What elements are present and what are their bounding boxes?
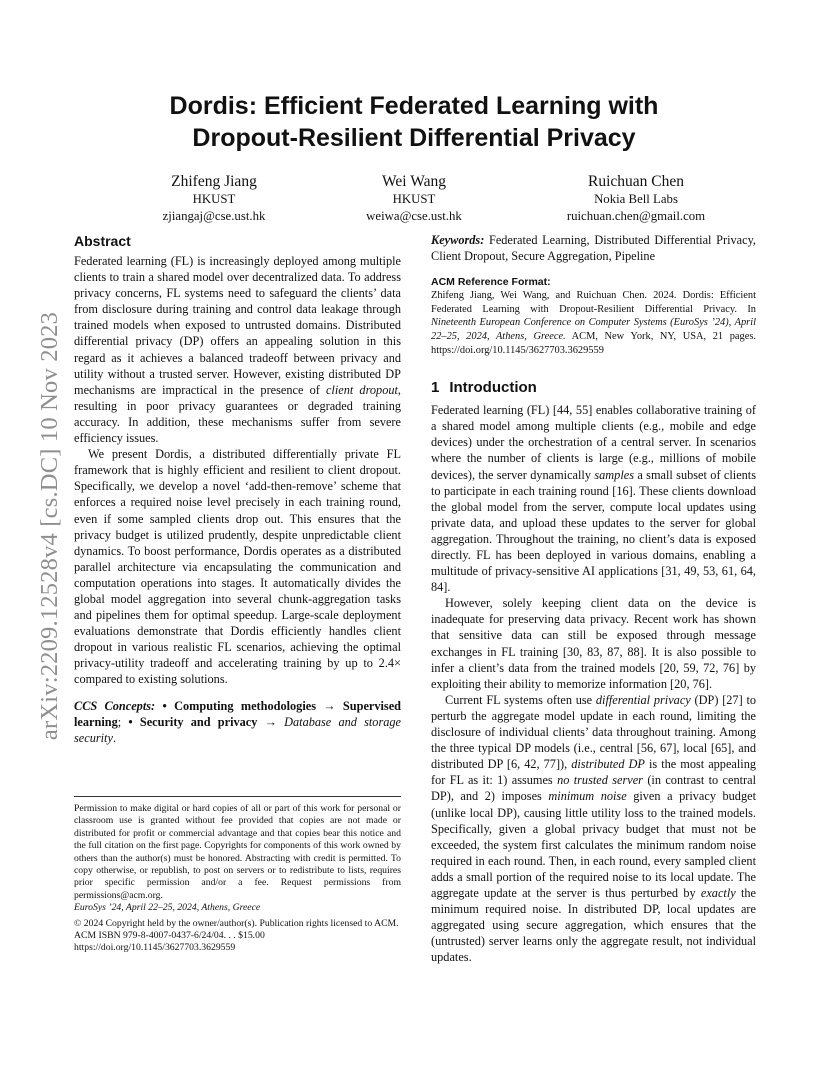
acm-reference-part[interactable]: ACM, New York, NY, USA, 21 pages. https://doi.org/10.1145/3627703.3629559: [431, 330, 756, 356]
intro-paragraph-3: [431, 692, 756, 966]
author-2: [299, 172, 529, 225]
introduction-section: [431, 379, 756, 965]
intro-emphasis: distributed DP: [571, 757, 645, 772]
doi-link[interactable]: https://doi.org/10.1145/3627703.3629559: [74, 942, 236, 954]
introduction-heading: [431, 379, 756, 397]
author-affiliation: HKUST: [192, 192, 236, 206]
right-column: [431, 232, 756, 965]
left-column: [74, 232, 401, 746]
intro-text: Current FL systems often use: [445, 692, 596, 707]
acm-reference-text: [431, 289, 756, 357]
intro-text: the minimum required noise. In distributed DP, local updates are aggregated using secure aggregation, which ensures that the (untrusted) server learns only the aggregate result, not individual updates.: [431, 885, 756, 965]
keywords-label: Keywords:: [431, 233, 485, 247]
acm-reference-heading: ACM Reference Format:: [431, 276, 551, 289]
ccs-concepts: [74, 698, 401, 746]
permission-footnote: [74, 796, 401, 955]
intro-text: Federated learning (FL) [44, 55] enables collaborative training of a shared model among multiple clients (e.g., mobile and edge devices) under the orchestration of a central server. In scenarios where the number of clients is large (e.g., millions of mobile devices), the server dynamically: [431, 403, 756, 482]
keywords-text: Federated Learning, Distributed Differential Privacy, Client Dropout, Secure Aggregation, Pipeline: [431, 233, 756, 264]
ccs-label: CCS Concepts:: [74, 698, 156, 713]
intro-emphasis: differential privacy: [595, 692, 691, 707]
author-name: Wei Wang: [382, 173, 446, 190]
isbn-line: ACM ISBN 979-8-4007-0437-6/24/04. . . $15.00: [74, 930, 265, 942]
intro-text: (DP) [27] to perturb the aggregate model update in each round, limiting the disclosure of individual clients’ data throughout training. Among the three typical DP models (i.e., central [56, 67], local [65], and distributed DP [6, 42, 77]),: [431, 692, 757, 772]
abstract-heading: Abstract: [74, 233, 131, 249]
intro-text: (in contrast to central DP), and 2) imposes: [431, 773, 756, 804]
author-name: Ruichuan Chen: [588, 173, 684, 190]
intro-text: a small subset of clients to participate in each training round [16]. These clients download the global model from the server, compute local updates using private data, and upload these updates to the server for global aggregation. Throughout the training, no client’s data is exposed directly. FL has been deployed in various domains, enabling a multitude of privacy-sensitive AI applications [31, 49, 53, 61, 64, 84].: [431, 467, 756, 595]
author-1: [99, 172, 329, 225]
intro-emphasis: minimum noise: [548, 789, 627, 804]
intro-emphasis: exactly: [700, 885, 736, 900]
author-email[interactable]: ruichuan.chen@gmail.com: [566, 209, 706, 223]
abstract-paragraph-1: [74, 253, 401, 446]
ccs-concept-1: • Computing methodologies → Supervised learning: [74, 698, 402, 729]
permission-text: Permission to make digital or hard copies of all or part of this work for personal or classroom use is granted without fee provided that copies are not made or distributed for profit or commercial advantage and that copies bear this notice and the full citation on the first page. Copyrights for components of this work owned by others than the author(s) must be honored. Abstracting with credit is permitted. To copy otherwise, or republish, to post on servers or to redistribute to lists, requires prior specific permission and/or a fee. Request permissions from permissions@acm.org.: [74, 803, 401, 901]
paper-title: [70, 90, 758, 154]
arxiv-stamp: [26, 296, 74, 756]
author-email[interactable]: weiwa@cse.ust.hk: [366, 209, 462, 223]
ccs-separator: ;: [117, 714, 129, 729]
venue-line: EuroSys ’24, April 22–25, 2024, Athens, Greece: [74, 902, 261, 914]
acm-reference: [431, 276, 756, 357]
title-line-2: Dropout-Resilient Differential Privacy: [192, 124, 636, 152]
author-3: [521, 172, 751, 225]
ccs-end: .: [112, 730, 117, 745]
abstract-paragraph-2: We present Dordis, a distributed differentially private FL framework that is highly efficient and resilient to client dropout. Specifically, we develop a novel ‘add-then-remove’ scheme that enforces a required noise level precisely in each training round, even if some sampled clients drop out. This ensures that the privacy budget is utilized prudently, despite unpredictable client dynamics. To boost performance, Dordis operates as a distributed parallel architecture via encapsulating the communication and computation operations into stages. It automatically divides the global model aggregation into several chunk-aggregation tasks and pipelines them for optimal speedup. Large-scale deployment evaluations demonstrate that Dordis efficiently handles client dropout in various realistic FL scenarios, achieving the optimal privacy-utility tradeoff and accelerating training by up to 2.4× compared to existing solutions.: [74, 447, 401, 687]
section-number: 1: [431, 379, 440, 397]
title-line-1: Dordis: Efficient Federated Learning with: [169, 92, 659, 120]
keywords: [431, 232, 756, 264]
author-name: Zhifeng Jiang: [171, 173, 257, 190]
intro-text: is the most appealing for FL as it: 1) assumes: [431, 757, 756, 788]
abstract-text: Federated learning (FL) is increasingly deployed among multiple clients to train a shared model over decentralized data. To address privacy concerns, FL systems need to safeguard the clients’ data from disclosure during training and control data leakage through trained models when exposed to untrusted domains. Distributed differential privacy (DP) offers an appealing solution in this regard as it achieves a balanced tradeoff between privacy and utility without a trusted server. However, existing distributed DP mechanisms are impractical in the presence of: [74, 254, 401, 397]
intro-emphasis: samples: [594, 467, 634, 482]
intro-emphasis: no trusted server: [557, 773, 643, 788]
author-block: [70, 172, 758, 222]
intro-text: given a privacy budget (unlike local DP), causing little utility loss to the trained models. Specifically, given a global privacy budget that must not be exceeded, the system first calculates the minimum random noise required in each round. Then, in each round, every sampled client adds a small portion of the required noise to its local update. The aggregate update at the server is thus perturbed by: [431, 789, 756, 900]
author-affiliation: Nokia Bell Labs: [594, 192, 678, 206]
ccs-concept-2-detail: Database and storage security: [74, 714, 401, 745]
copyright-line: © 2024 Copyright held by the owner/author(s). Publication rights licensed to ACM.: [74, 917, 399, 929]
author-affiliation: HKUST: [392, 192, 436, 206]
intro-paragraph-2: However, solely keeping client data on the device is inadequate for preserving data privacy. Recent work has shown that sensitive data can still be exposed through message exchanges in FL training [30, 83, 87, 88]. It is also possible to infer a client’s data from the trained models [20, 59, 72, 76] by exploiting their ability to memorize information [20, 76].: [431, 596, 756, 691]
abstract-emphasis: client dropout: [325, 382, 398, 397]
intro-paragraph-1: [431, 402, 756, 595]
abstract-text: , resulting in poor privacy guarantees or degraded training accuracy. In addition, these mechanisms suffer from severe efficiency issues.: [74, 382, 401, 446]
acm-reference-venue: Nineteenth European Conference on Computer Systems (EuroSys ’24), April 22–25, 2024, Athens, Greece.: [431, 317, 756, 342]
section-title: Introduction: [449, 379, 537, 397]
ccs-concept-2: • Security and privacy →: [128, 714, 277, 729]
arxiv-identifier[interactable]: arXiv:2209.12528v4 [cs.DC] 10 Nov 2023: [36, 311, 63, 741]
acm-reference-part: Zhifeng Jiang, Wei Wang, and Ruichuan Chen. 2024. Dordis: Efficient Federated Learning with Dropout-Resilient Differential Privacy. In: [431, 290, 756, 315]
author-email[interactable]: zjiangaj@cse.ust.hk: [162, 209, 266, 223]
